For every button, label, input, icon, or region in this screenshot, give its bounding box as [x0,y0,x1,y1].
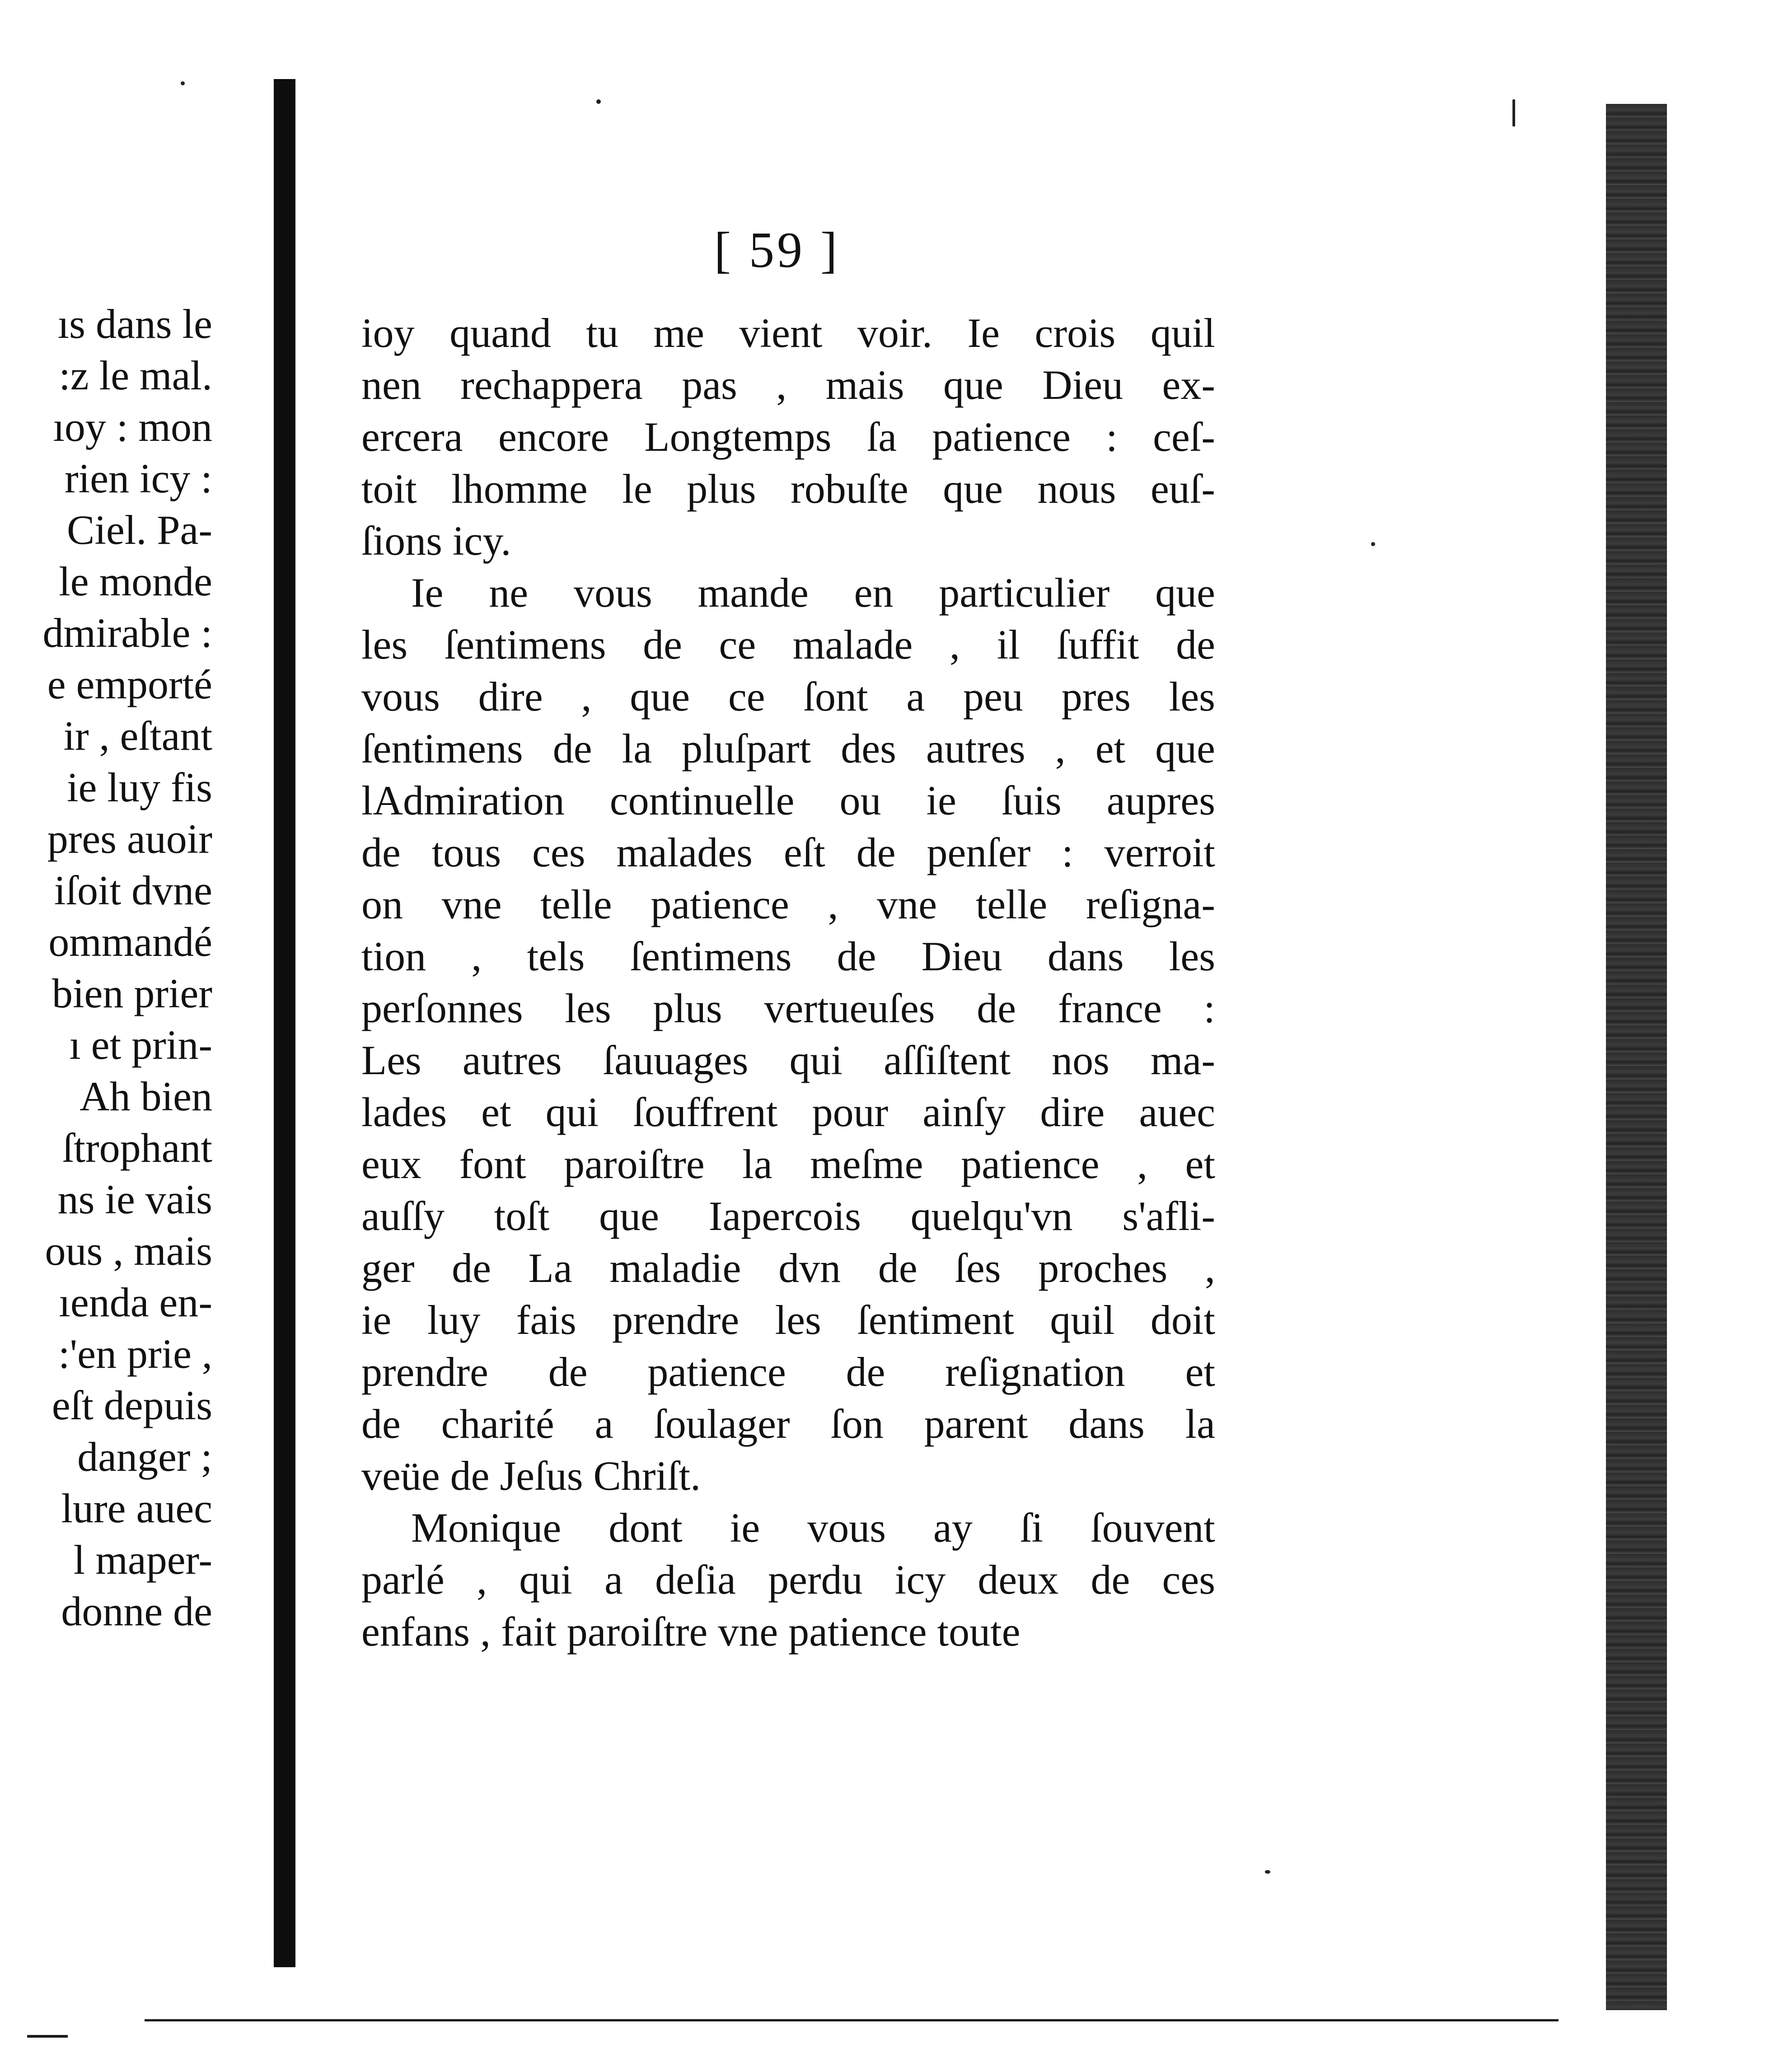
text-line: de charité a ſoulager ſon parent dans la [361,1401,1215,1447]
text-line: ercera encore Longtemps ſa patience : ceſ- [361,414,1215,460]
fragment-line: ı et prin- [69,1022,212,1068]
speck [181,81,185,85]
text-line: eux font paroiſtre la meſme patience , et [361,1141,1215,1187]
fragment-line: ns ie vais [57,1176,212,1222]
speck [596,99,601,104]
fragment-line: :z le mal. [59,352,212,398]
text-line: ger de La maladie dvn de ſes proches , [361,1245,1215,1291]
fragment-line: :'en prie , [58,1331,212,1377]
text-line: Les autres ſauuages qui aſſiſtent nos ma- [361,1037,1215,1083]
fragment-line: Ah bien [80,1073,212,1119]
fragment-line: ie luy fis [67,764,212,810]
text-line: vous dire , que ce ſont a peu pres les [361,674,1215,720]
speck [1371,542,1375,546]
text-line: de tous ces malades eſt de penſer : verroit [361,829,1215,875]
text-line: auſſy toſt que Iapercois quelqu'vn s'afli- [361,1193,1215,1239]
bottom-rule [145,2019,1559,2021]
paragraph [361,567,1215,1502]
text-line: ioy quand tu me vient voir. Ie crois quil [361,310,1215,356]
fragment-line: ıoy : mon [53,404,212,450]
text-line: prendre de patience de reſignation et [361,1349,1215,1395]
fragment-line: donne de [61,1588,212,1634]
text-line: nen rechappera pas , mais que Dieu ex- [361,362,1215,408]
paragraph [361,307,1215,567]
text-line: ie luy fais prendre les ſentiment quil doit [361,1297,1215,1343]
fragment-line: le monde [59,558,212,604]
fragment-line: ıs dans le [57,301,212,347]
fragment-line: rien icy : [65,455,212,501]
fragment-line: e emporté [47,661,212,707]
text-line: parlé , qui a deſia perdu icy deux de ces [361,1557,1215,1603]
text-line: lAdmiration continuelle ou ie ſuis aupres [361,777,1215,823]
text-line: toit lhomme le plus robuſte que nous euſ- [361,466,1215,512]
bottom-rule-left [27,2035,68,2038]
fragment-line: danger ; [77,1434,212,1480]
text-line: enfans , fait paroiſtre vne patience toute [361,1609,1020,1655]
text-line: tion , tels ſentimens de Dieu dans les [361,933,1215,979]
fragment-line: ous , mais [45,1228,212,1274]
page-number: [ 59 ] [714,222,840,278]
paragraph [361,1502,1215,1658]
page-edge-shadow [1606,104,1667,2010]
fragment-line: eſt depuis [51,1382,212,1428]
fragment-line: lure auec [61,1485,212,1531]
facing-page-fragment [0,298,212,1637]
text-line: on vne telle patience , vne telle reſigna- [361,881,1215,927]
fragment-line: iſoit dvne [54,867,212,913]
fragment-line: ſtrophant [62,1125,212,1171]
fragment-line: pres auoir [47,816,212,862]
page-spine [274,79,295,1967]
speck [1265,1870,1270,1874]
fragment-line: dmirable : [42,610,212,656]
text-line: perſonnes les plus vertueuſes de france : [361,985,1215,1031]
text-line: Ie ne vous mande en particulier que [411,570,1215,616]
text-line: ſentimens de la pluſpart des autres , et que [361,725,1215,772]
fragment-line: l maper- [73,1537,212,1583]
text-line: Monique dont ie vous ay ſi ſouvent [411,1505,1215,1551]
text-line: lades et qui ſouffrent pour ainſy dire auec [361,1089,1215,1135]
fragment-line: ommandé [48,919,212,965]
fragment-line: Ciel. Pa- [67,507,212,553]
page-body-text [361,307,1215,1658]
text-line: veüe de Jeſus Chriſt. [361,1453,701,1499]
text-line: ſions icy. [361,518,511,564]
text-line: les ſentimens de ce malade , il ſuffit de [361,622,1215,668]
fragment-line: bien prier [51,970,212,1016]
fragment-line: ir , eſtant [63,713,212,759]
fragment-line: ıenda en- [59,1279,212,1325]
speck [1512,99,1515,126]
